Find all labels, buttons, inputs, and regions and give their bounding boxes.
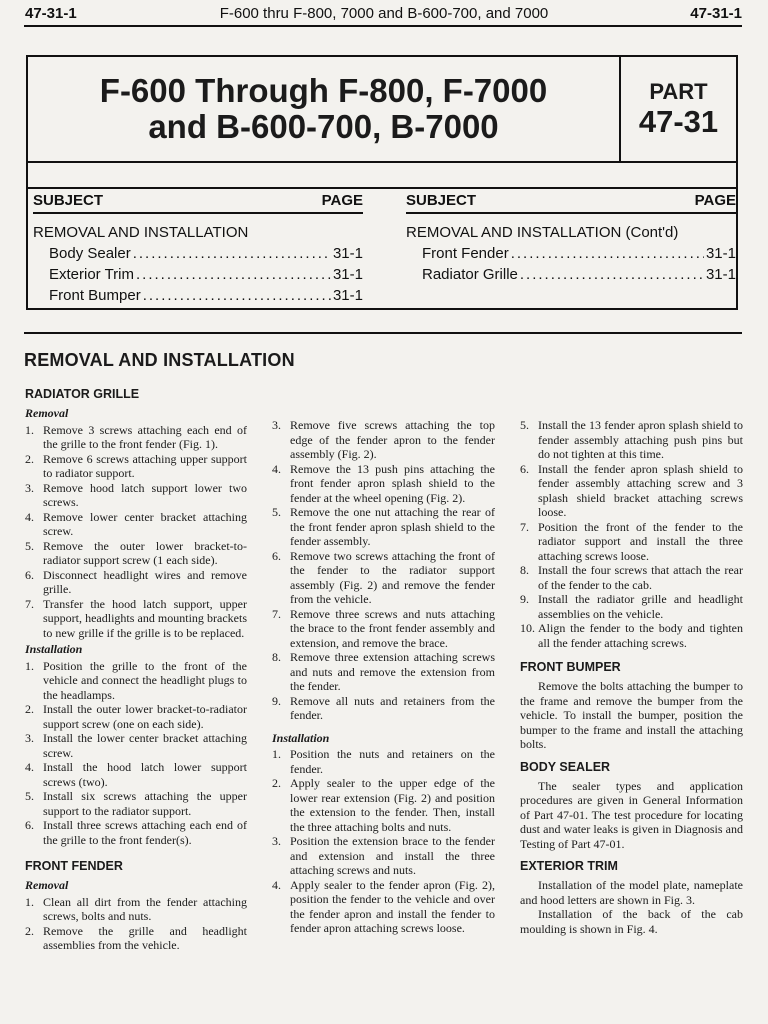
- exterior-trim-heading: EXTERIOR TRIM: [520, 859, 618, 873]
- toc-section: REMOVAL AND INSTALLATION: [33, 224, 249, 241]
- toc-left-column: [33, 192, 363, 306]
- list-item: 6. Install the fender apron splash shield to fender assembly attaching screw and 3 splash shield bracket attaching screws loose.: [520, 461, 743, 519]
- toc-item[interactable]: [406, 264, 736, 285]
- list-item: 4. Remove lower center bracket attaching screw.: [25, 509, 247, 538]
- list-item: 6. Install three screws attaching each end of the grille to the front fender(s).: [25, 818, 247, 847]
- toc-item-page: 31-1: [332, 266, 363, 283]
- list-item: 7. Position the front of the fender to the radiator support and install the three attaching screws loose.: [520, 519, 743, 563]
- grille-installation-steps: [25, 659, 247, 848]
- fender-installation-steps-cont: [520, 418, 743, 650]
- list-item: 7. Transfer the hood latch support, upper support, headlights and mounting brackets to new grille if the grille is to be replaced.: [25, 596, 247, 640]
- fender-removal-steps-cont: [272, 418, 495, 723]
- title-box: [26, 55, 738, 310]
- title-line-2: and B-600-700, B-7000: [148, 108, 499, 145]
- toc-leader-dots: [143, 285, 331, 306]
- running-header-title: F-600 thru F-800, 7000 and B-600-700, and 7000: [219, 5, 549, 22]
- list-item: 5. Remove the one nut attaching the rear of the front fender apron splash shield to the fender assembly.: [272, 505, 495, 548]
- text-column-3: [520, 418, 743, 936]
- toc-header: [406, 192, 736, 214]
- toc-page-label: PAGE: [694, 192, 736, 209]
- list-item: 5. Install the 13 fender apron splash shield to fender assembly attaching push pins but do not tighten at this time.: [520, 418, 743, 461]
- list-item: 3. Remove hood latch support lower two screws.: [25, 480, 247, 509]
- part-label: PART: [649, 79, 708, 104]
- toc-leader-dots: [520, 264, 704, 285]
- toc-item-label: Exterior Trim: [49, 266, 135, 283]
- list-item: 1. Position the grille to the front of the vehicle and connect the headlight plugs to the headlamps.: [25, 658, 247, 702]
- document-title: [28, 57, 621, 163]
- running-header-right: 47-31-1: [690, 5, 742, 22]
- toc-leader-dots: [511, 243, 704, 264]
- toc-item[interactable]: [33, 264, 363, 285]
- list-item: 8. Remove three extension attaching screws and nuts and remove the extension from the fender.: [272, 650, 495, 693]
- list-item: 3. Remove five screws attaching the top edge of the fender apron to the fender assembly (Fig. 2).: [272, 418, 495, 461]
- toc-item-label: Radiator Grille: [422, 266, 518, 283]
- body-sealer-heading: BODY SEALER: [520, 759, 611, 774]
- toc-page-label: PAGE: [321, 192, 363, 209]
- toc-item-page: 31-1: [332, 245, 363, 262]
- running-header-left: 47-31-1: [25, 5, 77, 22]
- grille-removal-steps: [25, 423, 247, 641]
- list-item: 6. Remove two screws attaching the front of the fender to the radiator support assembly (Fig. 2) and remove the fender from the vehicle.: [272, 548, 495, 606]
- toc-header: [33, 192, 363, 214]
- list-item: 6. Disconnect headlight wires and remove grille.: [25, 567, 247, 596]
- removal-subheading: Removal: [25, 406, 69, 420]
- removal-subheading: Removal: [25, 878, 69, 892]
- list-item: 7. Remove three screws and nuts attaching the brace to the front fender assembly and extension, and remove the brace.: [272, 606, 495, 650]
- list-item: 1. Position the nuts and retainers on the fender.: [272, 747, 495, 776]
- front-fender-heading: FRONT FENDER: [25, 859, 123, 873]
- front-bumper-heading: FRONT BUMPER: [520, 660, 621, 674]
- toc-section: REMOVAL AND INSTALLATION (Cont'd): [406, 224, 679, 241]
- title-line-1: F-600 Through F-800, F-7000: [99, 72, 548, 109]
- fender-removal-steps: [25, 895, 247, 953]
- header-rule: [24, 25, 742, 27]
- part-box: [621, 57, 736, 163]
- toc-item[interactable]: [33, 285, 363, 306]
- toc-leader-dots: [136, 264, 331, 285]
- toc-right-column: [406, 192, 736, 285]
- toc-item[interactable]: [406, 243, 736, 264]
- toc-subject-label: SUBJECT: [406, 192, 477, 209]
- fender-installation-steps: [272, 747, 495, 936]
- list-item: 2. Install the outer lower bracket-to-radiator support screw (one on each side).: [25, 702, 247, 731]
- exterior-trim-text: Installation of the model plate, nameplate and hood letters are shown in Fig. 3.: [520, 878, 743, 907]
- list-item: 9. Install the radiator grille and headlight assemblies on the vehicle.: [520, 592, 743, 621]
- toc-item-page: 31-1: [332, 287, 363, 304]
- part-number: 47-31: [638, 104, 719, 139]
- list-item: 4. Remove the 13 push pins attaching the front fender apron splash shield to the fender at the wheel opening (Fig. 2).: [272, 461, 495, 505]
- installation-subheading: Installation: [272, 730, 330, 745]
- toc-item-label: Body Sealer: [49, 245, 131, 262]
- list-item: 4. Apply sealer to the fender apron (Fig. 2), position the fender to the vehicle and over the fender apron and install the fender to fender apron attaching screws loose.: [272, 877, 495, 935]
- title-divider: [28, 187, 736, 189]
- body-sealer-text: The sealer types and application procedures are given in General Information of Part 47-01. The test procedure for locating dust and water leaks is given in Diagnosis and Testing of Part 47-01.: [520, 778, 743, 851]
- installation-subheading: Installation: [25, 642, 83, 656]
- toc-item-label: Front Fender: [422, 245, 509, 262]
- list-item: 1. Remove 3 screws attaching each end of the grille to the front fender (Fig. 1).: [25, 422, 247, 451]
- list-item: 5. Remove the outer lower bracket-to-radiator support screw (1 each side).: [25, 538, 247, 567]
- list-item: 2. Apply sealer to the upper edge of the lower rear extension (Fig. 2) and position the extension to the fender. Then, install the three attaching bolts and nuts.: [272, 776, 495, 834]
- toc-item-page: 31-1: [705, 266, 736, 283]
- toc-leader-dots: [133, 243, 331, 264]
- list-item: 2. Remove the grille and headlight assemblies from the vehicle.: [25, 923, 247, 952]
- list-item: 3. Position the extension brace to the fender and extension and install the three attaching screws and nuts.: [272, 834, 495, 877]
- list-item: 4. Install the hood latch lower support screws (two).: [25, 760, 247, 789]
- toc-item-page: 31-1: [705, 245, 736, 262]
- section-rule: [24, 332, 742, 334]
- text-column-1: [25, 381, 247, 953]
- list-item: 3. Install the lower center bracket attaching screw.: [25, 731, 247, 760]
- section-title: REMOVAL AND INSTALLATION: [24, 350, 295, 370]
- list-item: 8. Install the four screws that attach the rear of the fender to the cab.: [520, 563, 743, 592]
- exterior-trim-text: Installation of the back of the cab moulding is shown in Fig. 4.: [520, 907, 743, 936]
- text-column-2: [272, 418, 495, 936]
- list-item: 10. Align the fender to the body and tighten all the fender attaching screws.: [520, 621, 743, 650]
- list-item: 1. Clean all dirt from the fender attaching screws, bolts and nuts.: [25, 894, 247, 923]
- list-item: 9. Remove all nuts and retainers from the fender.: [272, 693, 495, 722]
- toc-subject-label: SUBJECT: [33, 192, 104, 209]
- toc-item-label: Front Bumper: [49, 287, 141, 304]
- toc-item[interactable]: [33, 243, 363, 264]
- radiator-grille-heading: RADIATOR GRILLE: [25, 387, 140, 401]
- list-item: 2. Remove 6 screws attaching upper support to radiator support.: [25, 451, 247, 480]
- list-item: 5. Install six screws attaching the upper support to the radiator support.: [25, 789, 247, 818]
- front-bumper-text: Remove the bolts attaching the bumper to the frame and remove the bumper from the vehicle. To install the bumper, position the bumper to the frame and install the attaching bolts.: [520, 679, 743, 751]
